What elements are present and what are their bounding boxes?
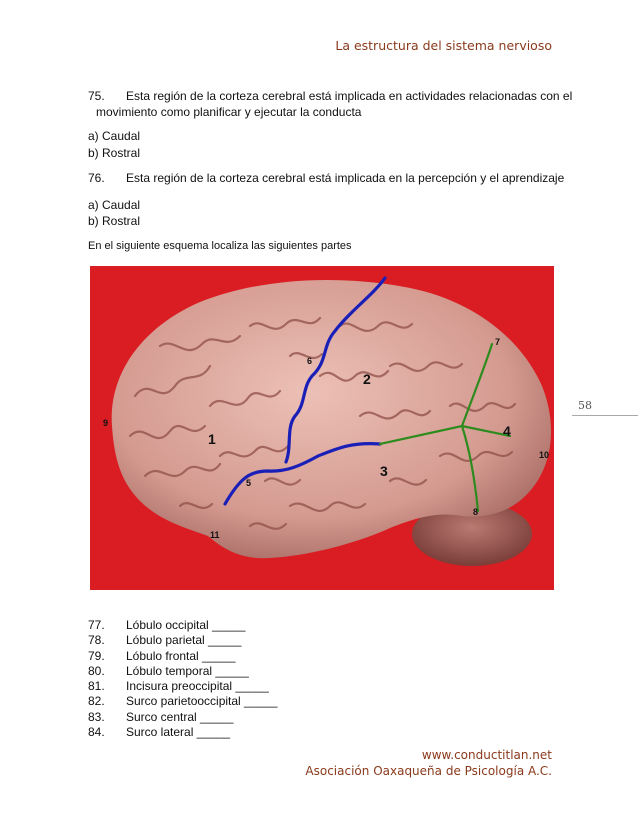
figure-label-5: 5 bbox=[246, 478, 252, 488]
item-text: Incisura preoccipital _____ bbox=[126, 679, 269, 694]
list-item bbox=[88, 710, 277, 725]
item-number: 77. bbox=[88, 618, 105, 632]
question-text-line1: Esta región de la corteza cerebral está implicada en la percepción y el aprendizaje bbox=[126, 171, 565, 185]
list-item bbox=[88, 725, 277, 740]
figure-label-2: 2 bbox=[363, 371, 371, 387]
option-b[interactable]: b) Rostral bbox=[88, 214, 141, 228]
item-number: 82. bbox=[88, 694, 105, 709]
option-a[interactable]: a) Caudal bbox=[88, 129, 141, 143]
brain-figure bbox=[90, 266, 554, 590]
figure-label-10: 10 bbox=[539, 450, 550, 460]
option-b[interactable]: b) Rostral bbox=[88, 146, 141, 160]
list-item bbox=[88, 649, 277, 664]
item-text: Lóbulo parietal _____ bbox=[126, 633, 242, 648]
question-number: 75. bbox=[88, 89, 105, 103]
page-header: La estructura del sistema nervioso bbox=[335, 38, 552, 53]
item-number: 84. bbox=[88, 725, 105, 740]
question-75 bbox=[88, 88, 572, 105]
figure-label-4: 4 bbox=[503, 423, 511, 439]
question-75-line2: movimiento como planificar y ejecutar la conducta bbox=[96, 105, 362, 119]
item-text: Lóbulo temporal _____ bbox=[126, 663, 249, 678]
item-text: Surco parietooccipital _____ bbox=[126, 694, 278, 709]
figure-label-8: 8 bbox=[473, 507, 479, 517]
item-text: Lóbulo frontal _____ bbox=[126, 648, 236, 663]
list-item bbox=[88, 633, 277, 648]
figure-label-7: 7 bbox=[495, 337, 501, 347]
figure-label-6: 6 bbox=[307, 356, 313, 366]
item-text: Surco central _____ bbox=[126, 709, 234, 724]
question-76 bbox=[88, 170, 564, 187]
item-text: Lóbulo occipital _____ bbox=[126, 618, 246, 632]
figure-label-9: 9 bbox=[103, 418, 109, 428]
item-number: 79. bbox=[88, 648, 105, 663]
list-item bbox=[88, 664, 277, 679]
item-number: 81. bbox=[88, 679, 105, 694]
page-number-rule bbox=[572, 415, 638, 416]
footer-org: Asociación Oaxaqueña de Psicología A.C. bbox=[305, 764, 552, 778]
parts-list bbox=[88, 618, 277, 740]
question-text-line1: Esta región de la corteza cerebral está implicada en actividades relacionadas con el bbox=[126, 89, 573, 103]
option-a[interactable]: a) Caudal bbox=[88, 198, 141, 212]
list-item bbox=[88, 694, 277, 709]
figure-label-11: 11 bbox=[210, 530, 220, 540]
question-number: 76. bbox=[88, 171, 105, 185]
item-number: 78. bbox=[88, 633, 105, 648]
figure-instruction: En el siguiente esquema localiza las siguientes partes bbox=[88, 240, 352, 252]
footer-url[interactable]: www.conductitlan.net bbox=[421, 748, 552, 762]
item-number: 83. bbox=[88, 709, 105, 724]
figure-label-1: 1 bbox=[208, 431, 216, 447]
item-text: Surco lateral _____ bbox=[126, 725, 231, 740]
list-item bbox=[88, 679, 277, 694]
item-number: 80. bbox=[88, 663, 105, 678]
page-number: 58 bbox=[578, 399, 592, 412]
list-item bbox=[88, 618, 277, 633]
figure-label-3: 3 bbox=[380, 463, 388, 479]
